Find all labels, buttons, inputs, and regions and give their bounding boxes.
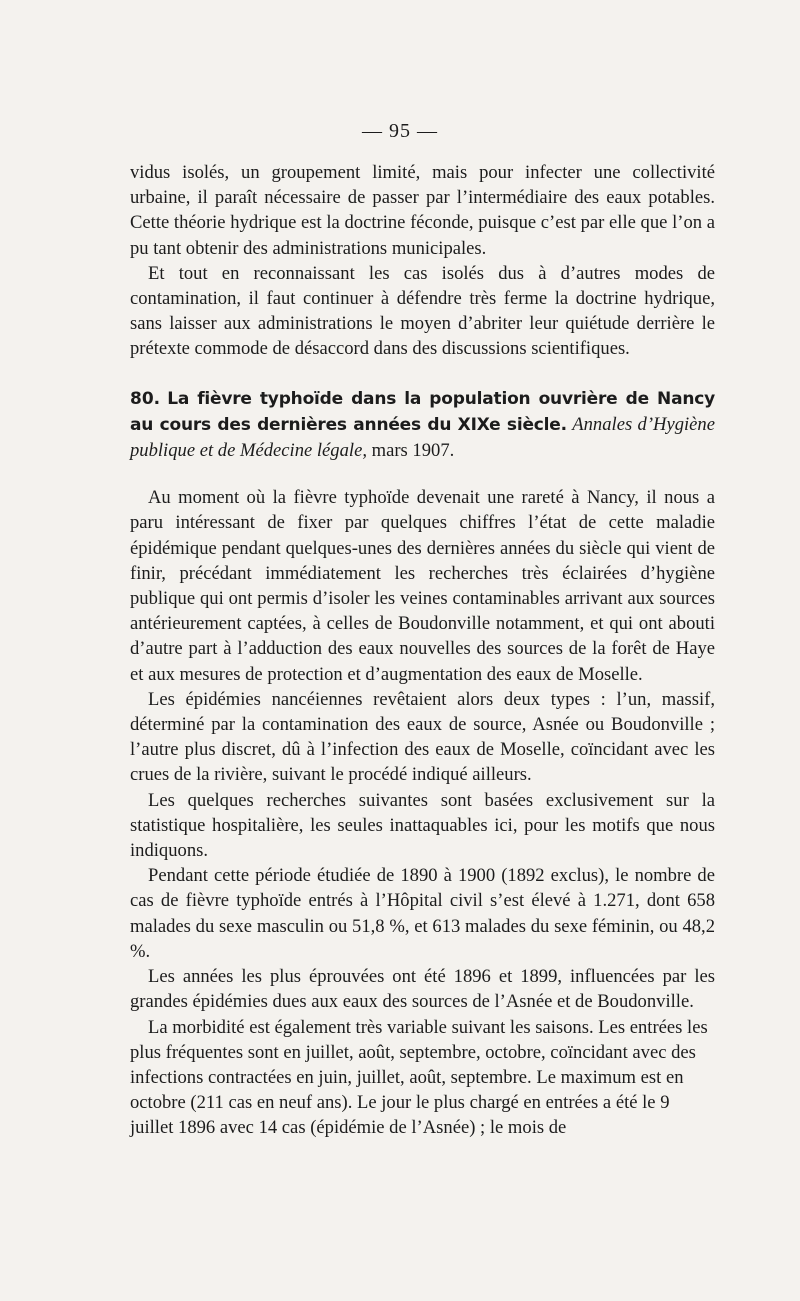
paragraph-6: Pendant cette période étudiée de 1890 à 1900 (1892 exclus), le nombre de cas de fièvre typhoïde entrés à l’Hôpital civil s’est élevé à 1.271, dont 658 malades du sexe masculin ou 51,8 %, et 613 malades du sexe féminin, ou 48,2 %. [130, 865, 715, 962]
paragraph-7: Les années les plus éprouvées ont été 1896 et 1899, influencées par les grandes épidémies dues aux eaux des sources de l’Asnée et de Boudonville. [130, 966, 715, 1013]
paragraph-1: vidus isolés, un groupement limité, mais pour infecter une collectivité urbaine, il paraît nécessaire de passer par l’intermédiaire des eaux potables. Cette théorie hydrique est la doctrine féconde, puisque c’est par elle que l’on a pu tant obtenir des administrations municipales. [130, 162, 715, 259]
entry-number: 80. [130, 388, 161, 409]
paragraph-3: Au moment où la fièvre typhoïde devenait une rareté à Nancy, il nous a paru intéressant de fixer par quelques chiffres l’état de cette maladie épidémique pendant quelques-unes des dernières années du siècle qui vient de finir, précédant immédiatement les recherches très éclairées d’hygiène publique qui ont permis d’isoler les veines contaminables arrivant aux sources antérieurement captées, à celles de Boudonville notamment, et qui ont abouti d’autre part à l’adduction des eaux nouvelles des sources de la forêt de Haye et aux mesures de protection et d’augmentation des eaux de Moselle. [130, 487, 715, 685]
body-text [130, 160, 715, 1141]
paragraph-4: Les épidémies nancéiennes revêtaient alors deux types : l’un, massif, déterminé par la contamination des eaux de source, Asnée ou Boudonville ; l’autre plus discret, dû à l’infection des eaux de Moselle, coïncidant avec les crues de la rivière, suivant le procédé indiqué ailleurs. [130, 688, 715, 786]
page-number: — 95 — [362, 120, 438, 142]
bibliography-entry [130, 386, 715, 464]
paragraph-2: Et tout en reconnaissant les cas isolés dus à d’autres modes de contamination, il faut continuer à défendre très ferme la doctrine hydrique, sans laisser aux administrations le moyen d’abriter leur quiétude derrière le prétexte commode de désaccord dans des discussions scientifiques. [130, 262, 715, 360]
entry-date: mars 1907. [371, 440, 455, 462]
paragraph-5: Les quelques recherches suivantes sont basées exclusivement sur la statistique hospitalière, les seules inattaquables ici, pour les motifs que nous indiquons. [130, 789, 715, 862]
paragraph-8: La morbidité est également très variable suivant les saisons. Les entrées les plus fréquentes sont en juillet, août, septembre, octobre, coïncidant avec des infections contractées en juin, juillet, août, septembre. Le maximum est en octobre (211 cas en neuf ans). Le jour le plus chargé en entrées a été le 9 juillet 1896 avec 14 cas (épidémie de l’Asnée) ; le mois de [130, 1016, 708, 1139]
entry-title: La fièvre typhoïde dans la population ouvrière de Nancy au cours des dernières années du XIXe siècle. [130, 388, 715, 435]
entry-journal: Annales d’Hygiène publique et de Médecine légale, [130, 413, 715, 462]
